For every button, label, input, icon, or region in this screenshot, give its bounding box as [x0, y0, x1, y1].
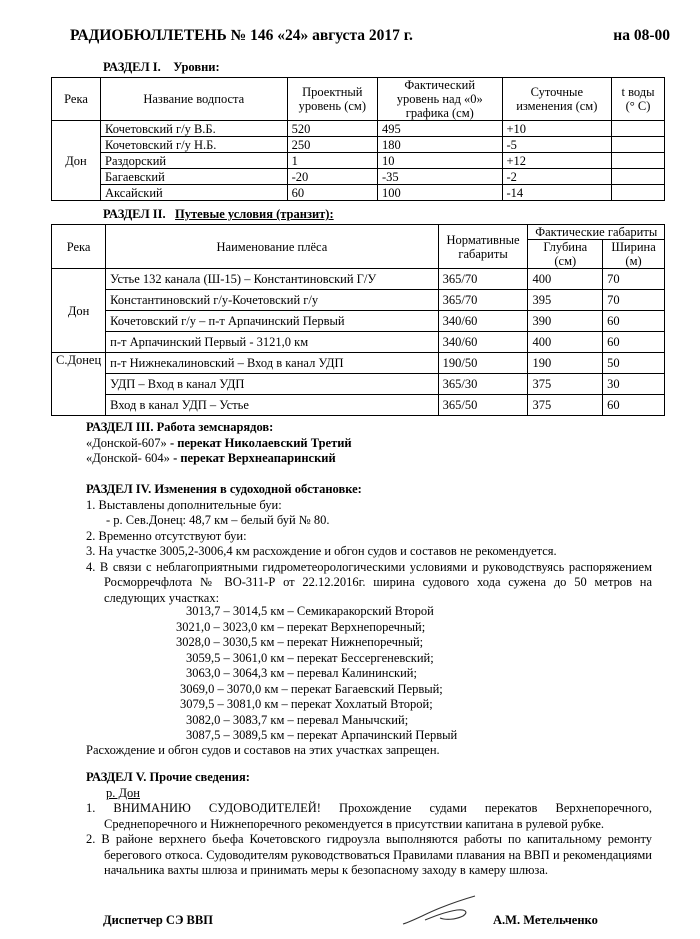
actual-width: 30 — [603, 374, 665, 395]
section4-item2: 2. Временно отсутствуют буи: — [86, 528, 247, 543]
section1-heading — [103, 60, 220, 75]
table-row — [52, 137, 665, 153]
water-temp — [612, 153, 665, 169]
list-item: 3079,5 – 3081,0 км – перекат Хохлатый Второй; — [180, 697, 433, 711]
levels-table — [51, 77, 665, 201]
table-row — [52, 290, 665, 311]
transit-table — [51, 224, 665, 416]
list-item: 3013,7 – 3014,5 км – Семикаракорский Второй — [186, 604, 434, 618]
table-row — [52, 121, 665, 137]
daily-change: +12 — [502, 153, 612, 169]
table-row — [52, 395, 665, 416]
normative-size: 340/60 — [438, 311, 528, 332]
normative-size: 365/50 — [438, 395, 528, 416]
water-temp — [612, 137, 665, 153]
levels-col-river: Река — [52, 78, 101, 121]
stretch-name: УДП – Вход в канал УДП — [106, 374, 438, 395]
levels-col-temp: t воды (° С) — [612, 78, 665, 121]
levels-col-design: Проектный уровень (см) — [287, 78, 377, 121]
list-item — [86, 436, 646, 452]
transit-col-river: Река — [52, 225, 106, 269]
stretch-name: Устье 132 канала (Ш-15) – Константиновский Г/У — [106, 269, 438, 290]
actual-depth: 400 — [528, 332, 603, 353]
transit-col-stretch: Наименование плёса — [106, 225, 438, 269]
actual-width: 60 — [603, 395, 665, 416]
table-row — [52, 311, 665, 332]
list-item: 3087,5 – 3089,5 км – перекат Арпачинский Первый — [186, 728, 458, 742]
table-row — [52, 332, 665, 353]
section5 — [86, 770, 652, 879]
normative-size: 340/60 — [438, 332, 528, 353]
list-item: 3059,5 – 3061,0 км – перекат Бессергеневский; — [186, 650, 434, 665]
design-level: 250 — [287, 137, 377, 153]
table-row — [52, 269, 665, 290]
water-temp — [612, 121, 665, 137]
actual-width: 70 — [603, 290, 665, 311]
section2-title: РАЗДЕЛ II. — [103, 207, 166, 221]
transit-col-width: Ширина (м) — [603, 240, 665, 269]
actual-depth: 190 — [528, 353, 603, 374]
list-item — [86, 451, 646, 467]
section1-subtitle: Уровни: — [173, 60, 220, 74]
list-item: 3063,0 – 3064,3 км – перевал Калининский; — [186, 666, 417, 680]
list-item: 3069,0 – 3070,0 км – перекат Багаевский Первый; — [180, 681, 443, 696]
table-row — [52, 185, 665, 201]
normative-size: 365/30 — [438, 374, 528, 395]
actual-depth: 390 — [528, 311, 603, 332]
section3-title: РАЗДЕЛ III. Работа земснарядов: — [86, 420, 274, 434]
list-item: 3028,0 – 3030,5 км – перекат Нижнепоречный; — [176, 635, 424, 649]
transit-col-normative: Нормативные габариты — [438, 225, 528, 269]
daily-change: +10 — [502, 121, 612, 137]
actual-level: 495 — [378, 121, 503, 137]
dispatcher-label: Диспетчер СЭ ВВП — [103, 913, 213, 927]
post-name: Кочетовский г/у Н.Б. — [101, 137, 288, 153]
transit-col-actual: Фактические габариты — [528, 225, 665, 240]
river-cell: С.Донец — [52, 353, 106, 416]
normative-size: 365/70 — [438, 290, 528, 311]
table-row — [52, 169, 665, 185]
stretch-name: п-т Нижнекалиновский – Вход в канал УДП — [106, 353, 438, 374]
signature-image — [395, 890, 495, 930]
design-level: -20 — [287, 169, 377, 185]
levels-col-change: Суточные изменения (см) — [502, 78, 612, 121]
actual-depth: 375 — [528, 374, 603, 395]
normative-size: 190/50 — [438, 353, 528, 374]
post-name: Раздорский — [101, 153, 288, 169]
section4-item4: 4. В связи с неблагоприятными гидрометеорологическими условиями и руководствуясь распоряжением Росморречфлота № ВО-311-Р от 22.12.2016г. ширина судового хода сужена до 50 метров на следующих участках: — [86, 559, 652, 605]
design-level: 1 — [287, 153, 377, 169]
bulletin-header — [70, 27, 670, 47]
actual-level: 10 — [378, 153, 503, 169]
post-name: Аксайский — [101, 185, 288, 201]
transit-col-depth: Глубина (см) — [528, 240, 603, 269]
section4-item3: 3. На участке 3005,2-3006,4 км расхождение и обгон судов и составов не рекомендуется. — [86, 544, 557, 558]
design-level: 60 — [287, 185, 377, 201]
dredger-name: «Донской-607» — [86, 435, 167, 450]
dredger-location: - перекат Верхнеапаринский — [169, 451, 336, 465]
section4-item1-sub: - р. Сев.Донец: 48,7 км – белый буй № 80. — [106, 513, 330, 527]
section2-heading — [103, 207, 334, 222]
river-cell: Дон — [52, 121, 101, 201]
stretch-name: Константиновский г/у-Кочетовский г/у — [106, 290, 438, 311]
list-item: 3021,0 – 3023,0 км – перекат Верхнепоречный; — [176, 619, 426, 634]
bulletin-time: на 08-00 — [613, 27, 670, 44]
levels-col-actual: Фактический уровень над «0» графика (см) — [378, 78, 503, 121]
section3 — [86, 420, 646, 467]
actual-width: 60 — [603, 332, 665, 353]
signatory-name: А.М. Метельченко — [493, 913, 598, 927]
actual-width: 70 — [603, 269, 665, 290]
dredger-location: - перекат Николаевский Третий — [166, 435, 352, 450]
section5-item1: 1. ВНИМАНИЮ СУДОВОДИТЕЛЕЙ! Прохождение судами перекатов Верхнепоречного, Среднепоречного и Нижнепоречного рекомендуется в присутствии капитана в рулевой рубке. — [86, 801, 652, 831]
daily-change: -14 — [502, 185, 612, 201]
section1-title: РАЗДЕЛ I. — [103, 60, 161, 74]
post-name: Багаевский — [101, 169, 288, 185]
actual-level: 180 — [378, 137, 503, 153]
actual-depth: 395 — [528, 290, 603, 311]
daily-change: -5 — [502, 137, 612, 153]
stretch-name: Вход в канал УДП – Устье — [106, 395, 438, 416]
section2-subtitle: Путевые условия (транзит): — [175, 207, 334, 221]
table-row — [52, 374, 665, 395]
levels-col-post: Название водпоста — [101, 78, 288, 121]
dredger-name: «Донской- 604» — [86, 451, 170, 465]
stretch-name: Кочетовский г/у – п-т Арпачинский Первый — [106, 311, 438, 332]
post-name: Кочетовский г/у В.Б. — [101, 121, 288, 137]
section4-item1: 1. Выставлены дополнительные буи: — [86, 497, 282, 512]
actual-width: 60 — [603, 311, 665, 332]
actual-depth: 400 — [528, 269, 603, 290]
actual-level: 100 — [378, 185, 503, 201]
section5-river: р. Дон — [106, 785, 140, 800]
table-row — [52, 153, 665, 169]
list-item: 3082,0 – 3083,7 км – перевал Манычский; — [186, 712, 409, 727]
section4-title: РАЗДЕЛ IV. Изменения в судоходной обстановке: — [86, 482, 362, 496]
water-temp — [612, 169, 665, 185]
section4 — [86, 482, 656, 606]
bulletin-title: РАДИОБЮЛЛЕТЕНЬ № 146 «24» августа 2017 г. — [70, 27, 413, 44]
actual-level: -35 — [378, 169, 503, 185]
stretch-name: п-т Арпачинский Первый - 3121,0 км — [106, 332, 438, 353]
transit-header-row — [52, 225, 665, 240]
water-temp — [612, 185, 665, 201]
normative-size: 365/70 — [438, 269, 528, 290]
design-level: 520 — [287, 121, 377, 137]
section5-item2: 2. В районе верхнего бьефа Кочетовского гидроузла выполняются работы по капитальному ремонту берегового откоса. Судоводителям руководствоваться Правилами плавания на ВВП и рекомендациями начальника вахты шлюза и принимать меры к безопасному заходу в камеру шлюза. — [86, 832, 652, 877]
actual-width: 50 — [603, 353, 665, 374]
levels-header-row — [52, 78, 665, 121]
actual-depth: 375 — [528, 395, 603, 416]
daily-change: -2 — [502, 169, 612, 185]
section4-closing: Расхождение и обгон судов и составов на этих участках запрещен. — [86, 743, 440, 757]
river-cell: Дон — [52, 269, 106, 353]
table-row — [52, 353, 665, 374]
section5-title: РАЗДЕЛ V. Прочие сведения: — [86, 770, 250, 784]
